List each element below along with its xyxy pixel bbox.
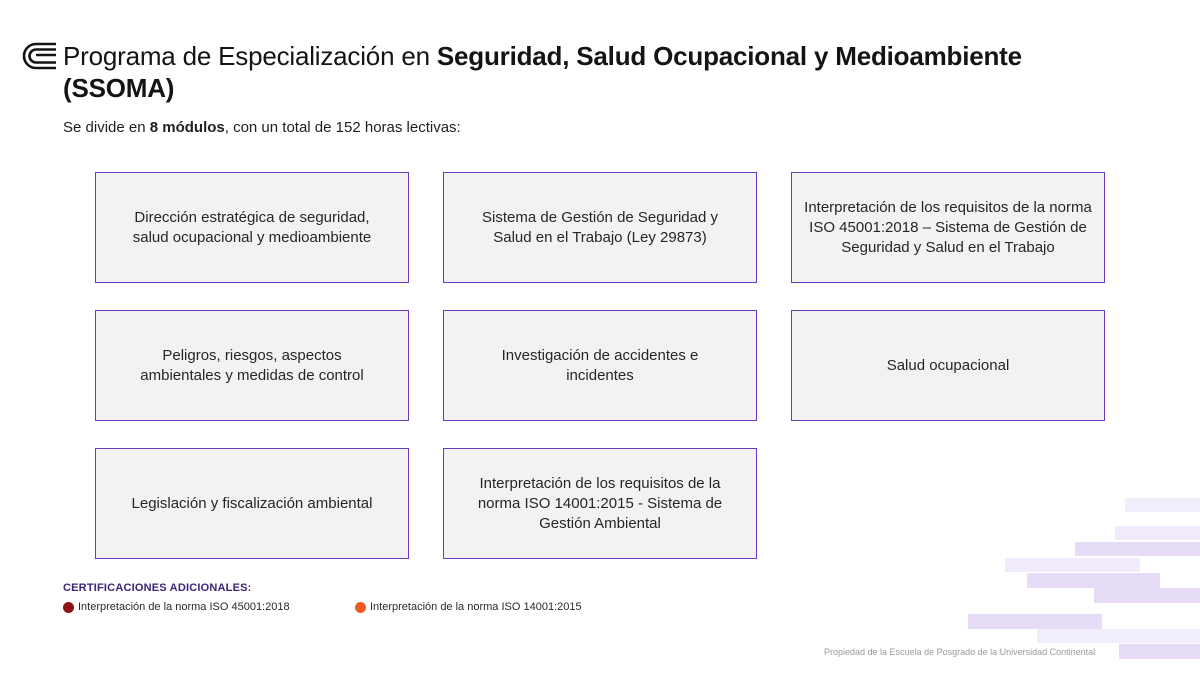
intro-suffix: , con un total de 152 horas lectivas: bbox=[224, 119, 461, 136]
university-logo-icon bbox=[22, 42, 58, 70]
stripe bbox=[1119, 644, 1200, 659]
certification-item bbox=[355, 601, 582, 613]
red-dot-icon bbox=[63, 602, 74, 613]
stripe bbox=[1027, 573, 1160, 588]
page-title bbox=[63, 40, 1113, 104]
intro-prefix: Se divide en bbox=[63, 119, 150, 136]
module-card: Legislación y fiscalización ambiental bbox=[95, 448, 409, 559]
certification-label: Interpretación de la norma ISO 45001:2018 bbox=[78, 601, 290, 613]
orange-dot-icon bbox=[355, 602, 366, 613]
module-card: Peligros, riesgos, aspectos ambientales y medidas de control bbox=[95, 310, 409, 421]
module-card: Investigación de accidentes e incidentes bbox=[443, 310, 757, 421]
module-card: Interpretación de los requisitos de la norma ISO 45001:2018 – Sistema de Gestión de Seguridad y Salud en el Trabajo bbox=[791, 172, 1105, 283]
module-card: Sistema de Gestión de Seguridad y Salud en el Trabajo (Ley 29873) bbox=[443, 172, 757, 283]
stripe bbox=[1115, 526, 1200, 540]
intro-text bbox=[63, 119, 461, 136]
stripe bbox=[1094, 588, 1200, 603]
certification-item bbox=[63, 601, 290, 613]
module-card: Salud ocupacional bbox=[791, 310, 1105, 421]
stripe bbox=[968, 614, 1102, 629]
certifications-heading: CERTIFICACIONES ADICIONALES: bbox=[63, 582, 252, 594]
intro-highlight: 8 módulos bbox=[149, 119, 225, 136]
stripe bbox=[1125, 498, 1200, 512]
title-light: Programa de Especialización en bbox=[63, 41, 437, 71]
footer-ownership-text: Propiedad de la Escuela de Posgrado de la Universidad Continental bbox=[824, 647, 1096, 657]
stripe bbox=[1075, 542, 1200, 556]
certification-label: Interpretación de la norma ISO 14001:2015 bbox=[370, 601, 582, 613]
module-grid bbox=[95, 172, 1106, 559]
title-bold: Seguridad, Salud Ocupacional y Medioambiente (SSOMA) bbox=[63, 41, 1022, 103]
stripe bbox=[1005, 558, 1140, 572]
stripe bbox=[1037, 629, 1200, 643]
module-card: Dirección estratégica de seguridad, salud ocupacional y medioambiente bbox=[95, 172, 409, 283]
module-card: Interpretación de los requisitos de la norma ISO 14001:2015 - Sistema de Gestión Ambiental bbox=[443, 448, 757, 559]
